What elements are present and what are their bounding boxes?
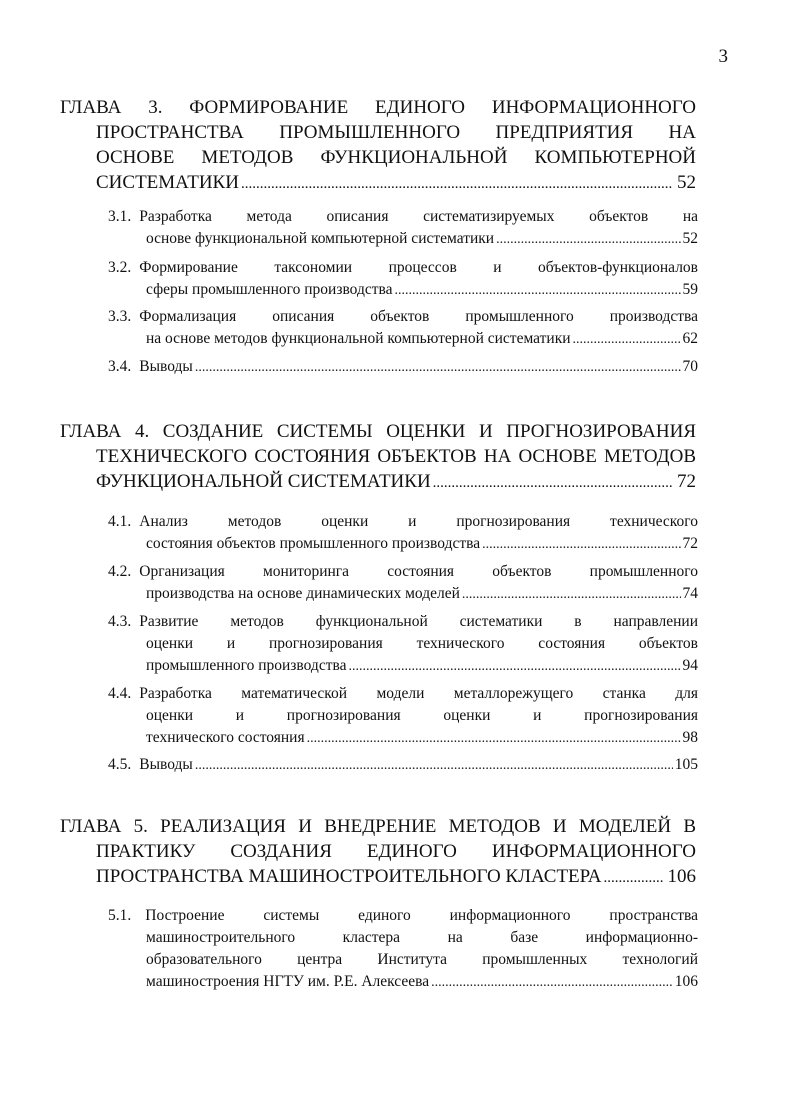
section-title-line: технического состояния — [146, 729, 305, 746]
chapter-title-line: ГЛАВА 5. РЕАЛИЗАЦИЯ И ВНЕДРЕНИЕ МЕТОДОВ И МОДЕЛЕЙ В — [60, 816, 696, 837]
section-page-number: 94 — [682, 657, 698, 674]
dot-leader — [482, 534, 680, 556]
section-page-number: 74 — [682, 585, 698, 602]
chapter-page-number: 72 — [677, 471, 696, 492]
section-page-number: 70 — [682, 358, 698, 375]
toc-section-3-1 — [108, 206, 698, 251]
chapter-title-line: ПРАКТИКУ СОЗДАНИЯ ЕДИНОГО ИНФОРМАЦИОННОГО — [96, 841, 696, 862]
chapter-page-number: 52 — [677, 172, 696, 193]
chapter-title-last-line — [60, 864, 696, 891]
section-title-line: образовательного центра Института промышленных технологий — [146, 951, 698, 968]
dot-leader — [241, 172, 673, 197]
section-title-line: оценки и прогнозирования технического состояния объектов — [146, 635, 698, 652]
section-title-line: машиностроения НГТУ им. Р.Е. Алексеева — [146, 973, 430, 990]
section-title-line: основе функциональной компьютерной систематики — [146, 230, 495, 247]
section-page-number: 98 — [682, 729, 698, 746]
section-number: 4.4. — [108, 685, 132, 702]
dot-leader — [307, 728, 681, 750]
toc-section-3-4 — [108, 356, 698, 379]
section-title-line: Анализ методов оценки и прогнозирования технического — [139, 513, 698, 530]
chapter-title-line: ПРОСТРАНСТВА ПРОМЫШЛЕННОГО ПРЕДПРИЯТИЯ НА — [96, 122, 696, 143]
dot-leader — [604, 866, 664, 891]
section-number: 4.2. — [108, 563, 132, 580]
section-page-number: 62 — [682, 330, 698, 347]
section-page-number: 52 — [682, 230, 698, 247]
chapter-title-last-line — [60, 170, 696, 197]
dot-leader — [195, 357, 681, 379]
section-title-line: Развитие методов функциональной систематики в направлении — [139, 613, 698, 630]
chapter-4-heading — [60, 419, 696, 496]
dot-leader — [395, 280, 681, 302]
section-number: 4.3. — [108, 613, 132, 630]
chapter-page-number: 106 — [667, 866, 696, 887]
section-title-line: Формирование таксономии процессов и объектов-функционалов — [139, 259, 698, 276]
section-title-line: машиностроительного кластера на базе информационно- — [146, 929, 698, 946]
chapter-title-last-line — [60, 469, 696, 496]
toc-section-4-2 — [108, 561, 698, 606]
section-page-number: 105 — [674, 756, 698, 773]
toc-section-4-5 — [108, 754, 698, 777]
section-title-line: Выводы — [139, 756, 193, 773]
chapter-title-line: ГЛАВА 4. СОЗДАНИЕ СИСТЕМЫ ОЦЕНКИ И ПРОГНОЗИРОВАНИЯ — [60, 421, 696, 442]
toc-section-4-1 — [108, 511, 698, 556]
section-title-line: Разработка метода описания систематизируемых объектов на — [139, 208, 698, 225]
section-title-line: на основе методов функциональной компьютерной систематики — [146, 330, 571, 347]
section-number: 3.4. — [108, 358, 132, 375]
section-number: 4.5. — [108, 756, 132, 773]
section-number: 3.2. — [108, 259, 132, 276]
section-page-number: 72 — [682, 535, 698, 552]
section-number: 4.1. — [108, 513, 132, 530]
section-title-line: Формализация описания объектов промышленного производства — [139, 308, 698, 325]
chapter-3-heading — [60, 95, 696, 197]
toc-section-5-1 — [108, 905, 698, 994]
toc-section-3-3 — [108, 306, 698, 351]
section-title-line: Разработка математической модели металлорежущего станка для — [139, 685, 698, 702]
toc-section-3-2 — [108, 257, 698, 302]
toc-section-4-3 — [108, 611, 698, 678]
section-title-line: Построение системы единого информационного пространства — [145, 907, 698, 924]
dot-leader — [462, 584, 681, 606]
section-page-number: 106 — [674, 973, 698, 990]
dot-leader — [433, 471, 673, 496]
chapter-title-line: ФУНКЦИОНАЛЬНОЙ СИСТЕМАТИКИ — [96, 471, 431, 492]
section-number: 3.1. — [108, 208, 132, 225]
section-title-line: состояния объектов промышленного производства — [146, 535, 481, 552]
chapter-title-line: ТЕХНИЧЕСКОГО СОСТОЯНИЯ ОБЪЕКТОВ НА ОСНОВЕ МЕТОДОВ — [96, 446, 696, 467]
dot-leader — [431, 972, 673, 994]
section-title-line: промышленного производства — [146, 657, 347, 674]
section-number: 5.1. — [108, 907, 132, 924]
dot-leader — [496, 229, 680, 251]
chapter-title-line: ГЛАВА 3. ФОРМИРОВАНИЕ ЕДИНОГО ИНФОРМАЦИОННОГО — [60, 97, 696, 118]
section-title-line: Выводы — [139, 358, 193, 375]
section-page-number: 59 — [682, 281, 698, 298]
chapter-title-line: ПРОСТРАНСТВА МАШИНОСТРОИТЕЛЬНОГО КЛАСТЕРА — [96, 866, 602, 887]
dot-leader — [195, 755, 673, 777]
section-title-line: Организация мониторинга состояния объектов промышленного — [139, 563, 698, 580]
chapter-5-heading — [60, 814, 696, 891]
chapter-title-line: ОСНОВЕ МЕТОДОВ ФУНКЦИОНАЛЬНОЙ КОМПЬЮТЕРНОЙ — [96, 147, 696, 168]
section-title-line: оценки и прогнозирования оценки и прогнозирования — [146, 707, 698, 724]
chapter-title-line: СИСТЕМАТИКИ — [96, 172, 239, 193]
dot-leader — [348, 656, 680, 678]
section-title-line: сферы промышленного производства — [146, 281, 393, 298]
section-number: 3.3. — [108, 308, 132, 325]
toc-section-4-4 — [108, 683, 698, 750]
section-title-line: производства на основе динамических моделей — [146, 585, 460, 602]
page-number: 3 — [718, 46, 728, 67]
dot-leader — [573, 329, 681, 351]
